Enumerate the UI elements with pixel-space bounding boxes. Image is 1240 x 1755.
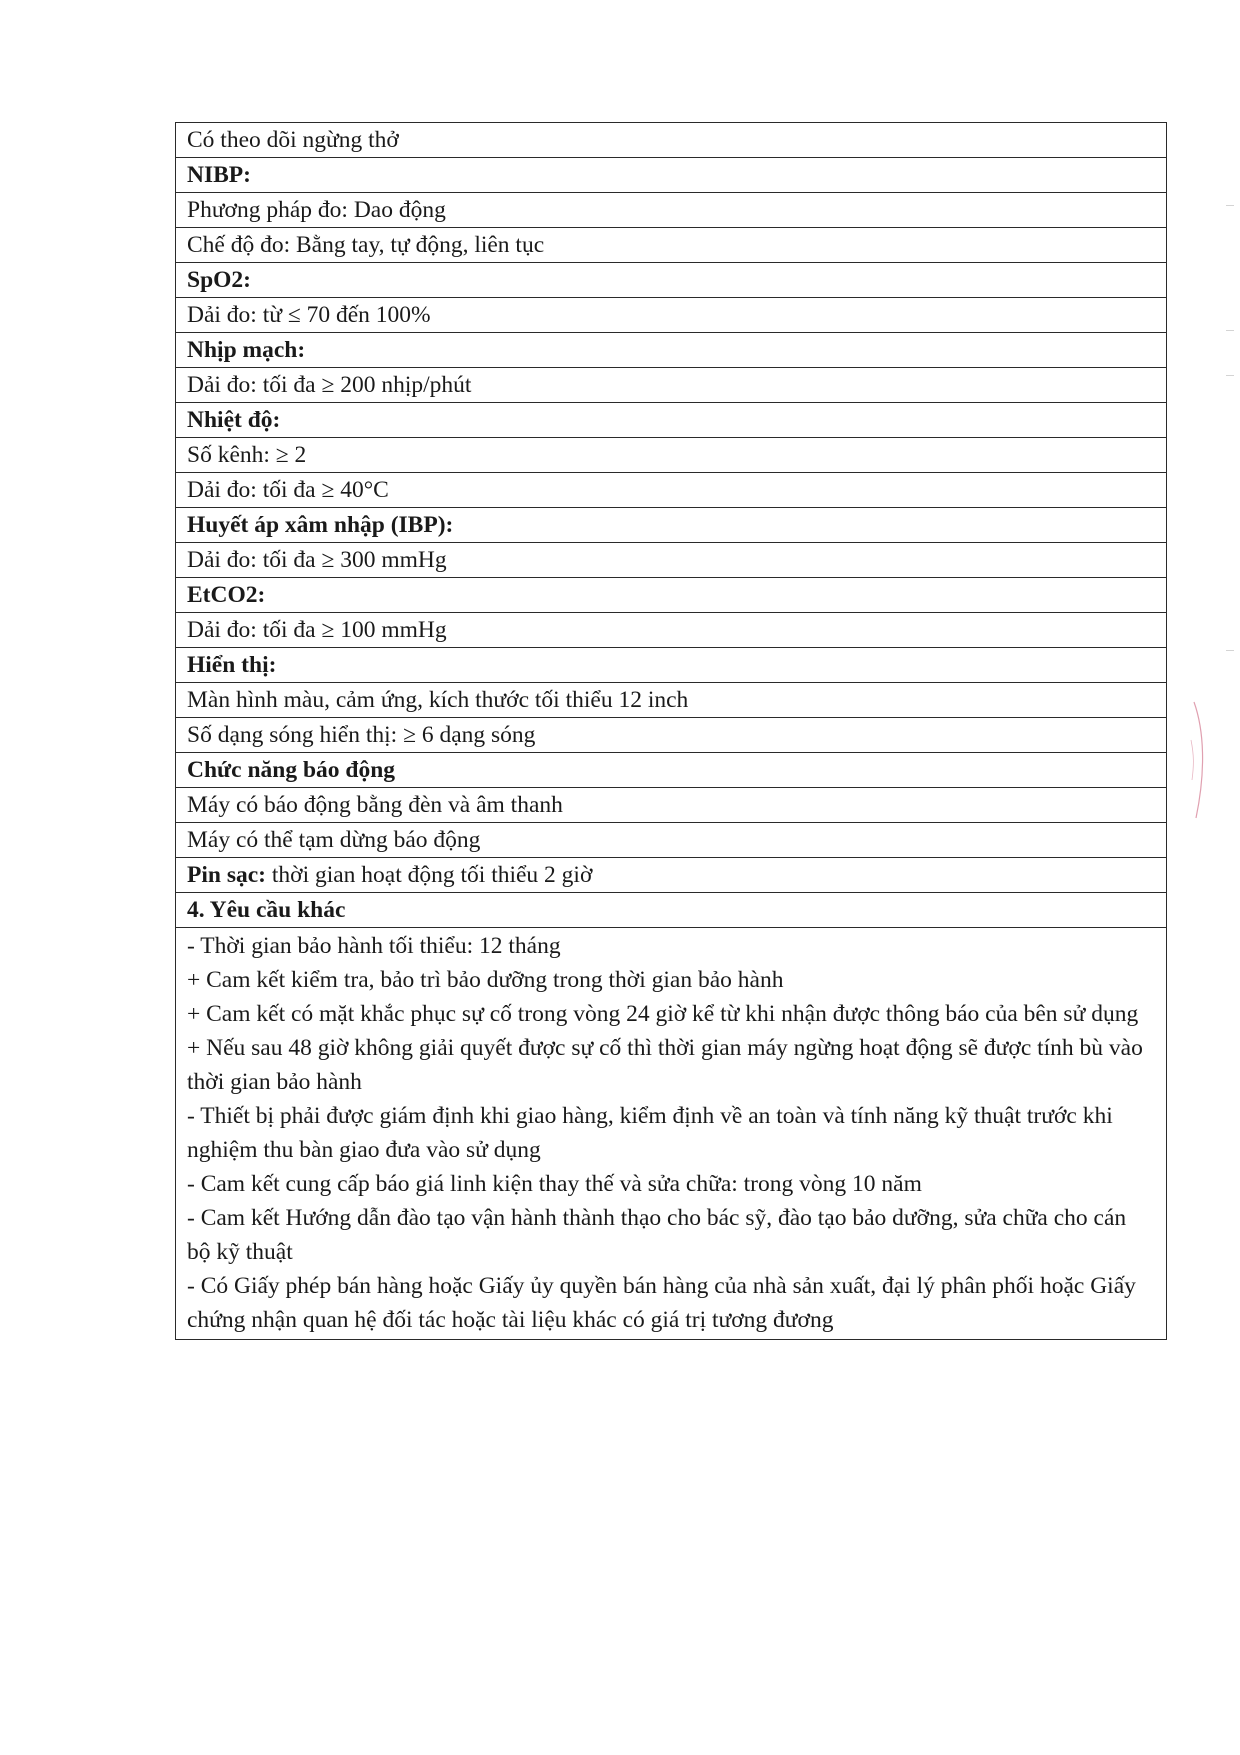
section-heading-etco2: EtCO2: [176, 578, 1167, 613]
table-row [176, 333, 1167, 368]
spec-cell: Máy có thể tạm dừng báo động [176, 823, 1167, 858]
scan-edge-mark [1226, 650, 1234, 651]
table-row [176, 823, 1167, 858]
table-row [176, 788, 1167, 823]
table-row [176, 578, 1167, 613]
table-row [176, 473, 1167, 508]
requirement-line: + Cam kết kiểm tra, bảo trì bảo dưỡng trong thời gian bảo hành [187, 967, 784, 993]
spec-cell: Dải đo: tối đa ≥ 40°C [176, 473, 1167, 508]
requirement-line: + Nếu sau 48 giờ không giải quyết được sự cố thì thời gian máy ngừng hoạt động sẽ được tính bù vào thời gian bảo hành [187, 1035, 1143, 1095]
section-heading-ibp: Huyết áp xâm nhập (IBP): [176, 508, 1167, 543]
table-row [176, 403, 1167, 438]
table-row [176, 893, 1167, 928]
battery-cell [176, 858, 1167, 893]
requirement-line: + Cam kết có mặt khắc phục sự cố trong vòng 24 giờ kể từ khi nhận được thông báo của bên sử dụng [187, 1001, 1139, 1027]
section-heading-display: Hiển thị: [176, 648, 1167, 683]
spec-cell: Chế độ đo: Bằng tay, tự động, liên tục [176, 228, 1167, 263]
table-row [176, 508, 1167, 543]
section-heading-other-requirements: 4. Yêu cầu khác [176, 893, 1167, 928]
table-row [176, 368, 1167, 403]
table-row [176, 158, 1167, 193]
spec-cell: Dải đo: tối đa ≥ 100 mmHg [176, 613, 1167, 648]
scan-edge-mark [1226, 205, 1234, 206]
table-row [176, 683, 1167, 718]
table-row [176, 228, 1167, 263]
table-row [176, 263, 1167, 298]
requirement-line: - Thời gian bảo hành tối thiểu: 12 tháng [187, 933, 561, 959]
section-heading-temperature: Nhiệt độ: [176, 403, 1167, 438]
spec-cell: Phương pháp đo: Dao động [176, 193, 1167, 228]
requirement-line: - Cam kết Hướng dẫn đào tạo vận hành thành thạo cho bác sỹ, đào tạo bảo dưỡng, sửa chữa cho cán bộ kỹ thuật [187, 1205, 1127, 1265]
spec-cell: Có theo dõi ngừng thở [176, 123, 1167, 158]
spec-cell: Màn hình màu, cảm ứng, kích thước tối thiểu 12 inch [176, 683, 1167, 718]
other-requirements-cell [176, 928, 1167, 1340]
table-row [176, 858, 1167, 893]
requirement-line: - Thiết bị phải được giám định khi giao hàng, kiểm định về an toàn và tính năng kỹ thuật trước khi nghiệm thu bàn giao đưa vào sử dụng [187, 1103, 1113, 1163]
table-row [176, 193, 1167, 228]
table-row [176, 928, 1167, 1340]
spec-cell: Dải đo: từ ≤ 70 đến 100% [176, 298, 1167, 333]
section-heading-alarm: Chức năng báo động [176, 753, 1167, 788]
table-row [176, 753, 1167, 788]
spec-cell: Số kênh: ≥ 2 [176, 438, 1167, 473]
section-heading-pulse: Nhịp mạch: [176, 333, 1167, 368]
section-heading-spo2: SpO2: [176, 263, 1167, 298]
spec-cell: Số dạng sóng hiển thị: ≥ 6 dạng sóng [176, 718, 1167, 753]
table-row [176, 298, 1167, 333]
table-row [176, 438, 1167, 473]
table-row [176, 123, 1167, 158]
table-row [176, 613, 1167, 648]
spec-table [175, 122, 1167, 1340]
scan-edge-mark [1226, 375, 1234, 376]
battery-label: Pin sạc: [187, 862, 266, 888]
table-row [176, 543, 1167, 578]
table-row [176, 718, 1167, 753]
battery-text: thời gian hoạt động tối thiểu 2 giờ [265, 862, 593, 888]
requirement-line: - Có Giấy phép bán hàng hoặc Giấy ủy quyền bán hàng của nhà sản xuất, đại lý phân phối hoặc Giấy chứng nhận quan hệ đối tác hoặc tài liệu khác có giá trị tương đương [187, 1273, 1136, 1333]
spec-table-body [176, 123, 1167, 1340]
requirement-line: - Cam kết cung cấp báo giá linh kiện thay thế và sửa chữa: trong vòng 10 năm [187, 1171, 922, 1197]
spec-cell: Dải đo: tối đa ≥ 200 nhịp/phút [176, 368, 1167, 403]
spec-cell: Máy có báo động bằng đèn và âm thanh [176, 788, 1167, 823]
table-row [176, 648, 1167, 683]
scan-stamp-edge-mark [1190, 700, 1210, 820]
scan-edge-mark [1226, 330, 1234, 331]
section-heading-nibp: NIBP: [176, 158, 1167, 193]
spec-cell: Dải đo: tối đa ≥ 300 mmHg [176, 543, 1167, 578]
